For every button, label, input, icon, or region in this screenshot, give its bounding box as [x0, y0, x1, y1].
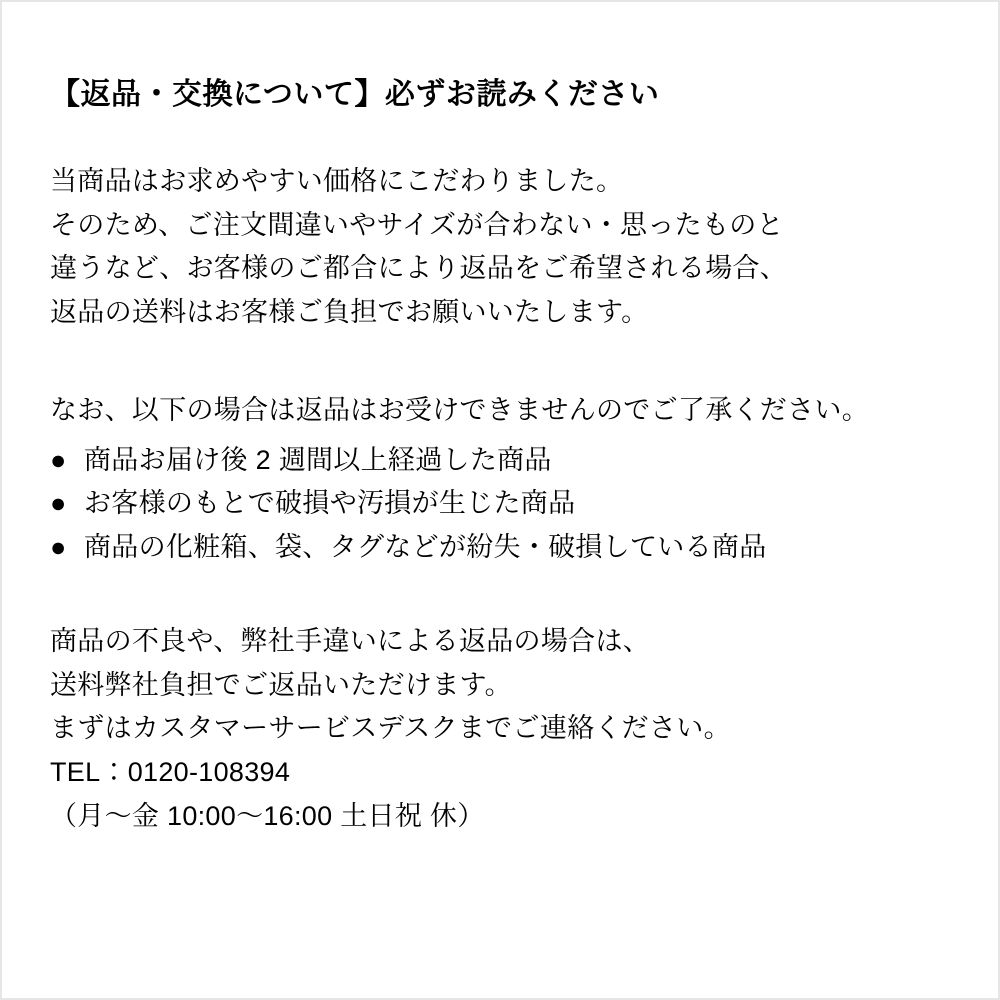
list-item-label: 商品お届け後 2 週間以上経過した商品 [84, 444, 552, 475]
contact-phone: TEL：0120-108394 [50, 757, 291, 788]
spacer-after-intro [50, 335, 970, 389]
spacer-after-list [50, 570, 970, 620]
list-item-label: 商品の化粧箱、袋、タグなどが紛失・破損している商品 [84, 532, 767, 563]
contact-line-1: 商品の不良や、弊社手違いによる返品の場合は、 [50, 625, 651, 656]
exceptions-list [50, 439, 970, 570]
contact-paragraph [50, 620, 970, 839]
bullet-icon: ● [50, 532, 67, 563]
list-item [50, 439, 970, 483]
list-item [50, 482, 970, 526]
contact-line-3: まずはカスタマーサービスデスクまでご連絡ください。 [50, 713, 731, 744]
contact-line-2: 送料弊社負担でご返品いただけます。 [50, 669, 512, 700]
intro-line-4: 返品の送料はお客様ご負担でお願いいたします。 [50, 297, 649, 328]
contact-hours: （月〜金 10:00〜16:00 土日祝 休） [50, 800, 485, 831]
intro-line-3: 違うなど、お客様のご都合により返品をご希望される場合、 [50, 253, 788, 284]
intro-paragraph [50, 160, 970, 335]
page-title: 【返品・交換について】必ずお読みください [50, 78, 660, 111]
intro-line-1: 当商品はお求めやすい価格にこだわりました。 [50, 166, 624, 196]
bullet-icon: ● [50, 488, 67, 519]
intro-line-2: そのため、ご注文間違いやサイズが合わない・思ったものと [50, 209, 784, 240]
list-item-label: お客様のもとで破損や汚損が生じた商品 [84, 488, 576, 519]
exceptions-intro: なお、以下の場合は返品はお受けできませんのでご了承ください。 [50, 394, 869, 425]
document-content [50, 74, 970, 839]
bullet-icon: ● [50, 444, 67, 475]
list-item [50, 526, 970, 570]
